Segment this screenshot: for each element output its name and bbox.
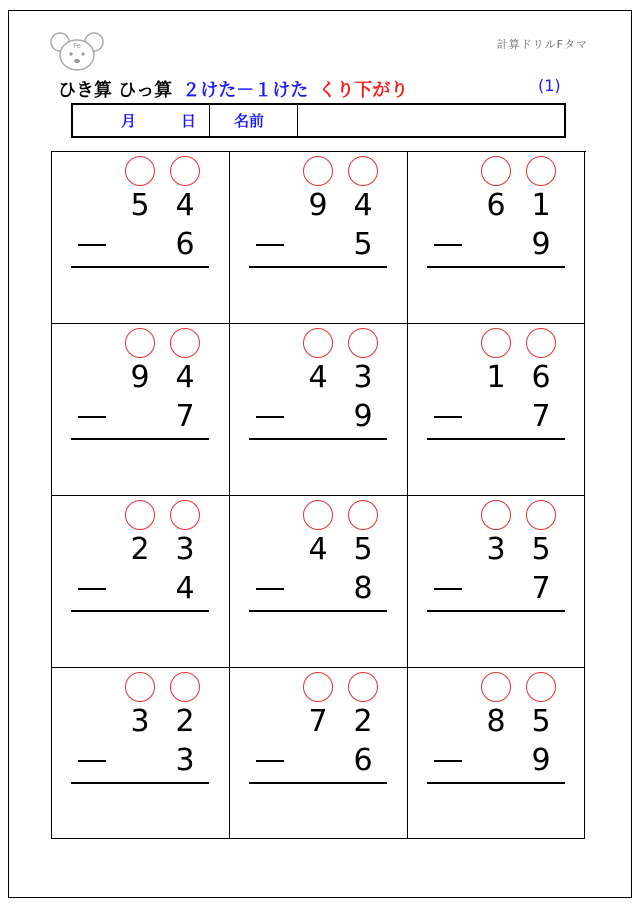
subtrahend: 9 bbox=[531, 227, 551, 262]
minuend-tens: 9 bbox=[308, 188, 328, 223]
minuend-ones: 2 bbox=[353, 704, 373, 739]
answer-line bbox=[249, 438, 387, 440]
carry-circle-tens[interactable] bbox=[481, 500, 511, 530]
mouse-logo-icon bbox=[49, 30, 105, 74]
title-digits: ２けた－１けた bbox=[182, 80, 309, 101]
problem-2 bbox=[230, 152, 408, 324]
answer-line bbox=[71, 266, 209, 268]
carry-circle-ones[interactable] bbox=[526, 672, 556, 702]
name-label: 名前 bbox=[210, 105, 298, 136]
minuend-ones: 2 bbox=[175, 704, 195, 739]
minuend-tens: 9 bbox=[130, 360, 150, 395]
subtrahend: 6 bbox=[175, 227, 195, 262]
minuend-ones: 5 bbox=[531, 532, 551, 567]
minuend-ones: 5 bbox=[353, 532, 373, 567]
subtrahend: 9 bbox=[353, 399, 373, 434]
answer-line bbox=[427, 610, 565, 612]
day-label: 日 bbox=[181, 112, 197, 130]
answer-line bbox=[427, 438, 565, 440]
problem-9 bbox=[408, 496, 585, 668]
subtrahend: 7 bbox=[175, 399, 195, 434]
month-label: 月 bbox=[121, 112, 137, 130]
carry-circle-ones[interactable] bbox=[348, 500, 378, 530]
carry-circle-ones[interactable] bbox=[348, 328, 378, 358]
answer-line bbox=[71, 610, 209, 612]
minuend-tens: 1 bbox=[486, 360, 506, 395]
answer-line bbox=[249, 782, 387, 784]
name-field[interactable] bbox=[298, 105, 564, 136]
carry-circle-tens[interactable] bbox=[125, 672, 155, 702]
subtrahend: 6 bbox=[353, 743, 373, 778]
minuend-tens: 2 bbox=[130, 532, 150, 567]
minuend-tens: 7 bbox=[308, 704, 328, 739]
subtrahend: 8 bbox=[353, 571, 373, 606]
answer-line bbox=[249, 610, 387, 612]
subtrahend: 7 bbox=[531, 571, 551, 606]
carry-circle-tens[interactable] bbox=[303, 672, 333, 702]
carry-circle-ones[interactable] bbox=[170, 500, 200, 530]
title-main: ひき算 ひっ算 bbox=[58, 80, 173, 101]
problem-8 bbox=[230, 496, 408, 668]
subtrahend: 4 bbox=[175, 571, 195, 606]
minuend-ones: 3 bbox=[353, 360, 373, 395]
minuend-ones: 4 bbox=[353, 188, 373, 223]
worksheet-title bbox=[58, 76, 408, 100]
answer-line bbox=[71, 438, 209, 440]
minus-sign bbox=[434, 416, 462, 418]
problem-7 bbox=[52, 496, 230, 668]
carry-circle-tens[interactable] bbox=[125, 500, 155, 530]
answer-line bbox=[427, 782, 565, 784]
minuend-tens: 3 bbox=[486, 532, 506, 567]
minuend-ones: 4 bbox=[175, 188, 195, 223]
carry-circle-tens[interactable] bbox=[481, 672, 511, 702]
answer-line bbox=[71, 782, 209, 784]
carry-circle-tens[interactable] bbox=[303, 500, 333, 530]
minus-sign bbox=[78, 588, 106, 590]
minus-sign bbox=[256, 244, 284, 246]
carry-circle-tens[interactable] bbox=[481, 328, 511, 358]
answer-line bbox=[249, 266, 387, 268]
page-number: (1) bbox=[538, 76, 561, 95]
problem-10 bbox=[52, 668, 230, 839]
minuend-tens: 3 bbox=[130, 704, 150, 739]
problem-1 bbox=[52, 152, 230, 324]
minuend-tens: 4 bbox=[308, 532, 328, 567]
minus-sign bbox=[434, 760, 462, 762]
carry-circle-ones[interactable] bbox=[526, 328, 556, 358]
minuend-ones: 3 bbox=[175, 532, 195, 567]
minuend-tens: 4 bbox=[308, 360, 328, 395]
minus-sign bbox=[78, 760, 106, 762]
problem-4 bbox=[52, 324, 230, 496]
minus-sign bbox=[256, 416, 284, 418]
name-date-box bbox=[71, 103, 566, 138]
carry-circle-ones[interactable] bbox=[526, 156, 556, 186]
carry-circle-ones[interactable] bbox=[348, 672, 378, 702]
subtrahend: 3 bbox=[175, 743, 195, 778]
problem-6 bbox=[408, 324, 585, 496]
minuend-ones: 6 bbox=[531, 360, 551, 395]
minus-sign bbox=[256, 588, 284, 590]
carry-circle-ones[interactable] bbox=[170, 328, 200, 358]
carry-circle-ones[interactable] bbox=[526, 500, 556, 530]
subtrahend: 7 bbox=[531, 399, 551, 434]
minus-sign bbox=[78, 416, 106, 418]
problem-5 bbox=[230, 324, 408, 496]
problem-3 bbox=[408, 152, 585, 324]
carry-circle-ones[interactable] bbox=[348, 156, 378, 186]
carry-circle-tens[interactable] bbox=[125, 156, 155, 186]
subtrahend: 5 bbox=[353, 227, 373, 262]
date-field[interactable] bbox=[73, 105, 210, 136]
logo-text: Fe bbox=[73, 42, 81, 50]
minuend-ones: 1 bbox=[531, 188, 551, 223]
carry-circle-tens[interactable] bbox=[481, 156, 511, 186]
answer-line bbox=[427, 266, 565, 268]
carry-circle-ones[interactable] bbox=[170, 672, 200, 702]
minus-sign bbox=[434, 244, 462, 246]
carry-circle-tens[interactable] bbox=[125, 328, 155, 358]
minus-sign bbox=[434, 588, 462, 590]
minus-sign bbox=[256, 760, 284, 762]
subtrahend: 9 bbox=[531, 743, 551, 778]
title-borrowing: くり下がり bbox=[318, 80, 409, 101]
problem-11 bbox=[230, 668, 408, 839]
brand-label: 計算ドリルFタマ bbox=[496, 38, 588, 51]
minuend-tens: 5 bbox=[130, 188, 150, 223]
problem-grid bbox=[51, 151, 586, 839]
carry-circle-ones[interactable] bbox=[170, 156, 200, 186]
problem-12 bbox=[408, 668, 585, 839]
minuend-tens: 6 bbox=[486, 188, 506, 223]
minus-sign bbox=[78, 244, 106, 246]
minuend-ones: 4 bbox=[175, 360, 195, 395]
carry-circle-tens[interactable] bbox=[303, 156, 333, 186]
minuend-ones: 5 bbox=[531, 704, 551, 739]
minuend-tens: 8 bbox=[486, 704, 506, 739]
carry-circle-tens[interactable] bbox=[303, 328, 333, 358]
